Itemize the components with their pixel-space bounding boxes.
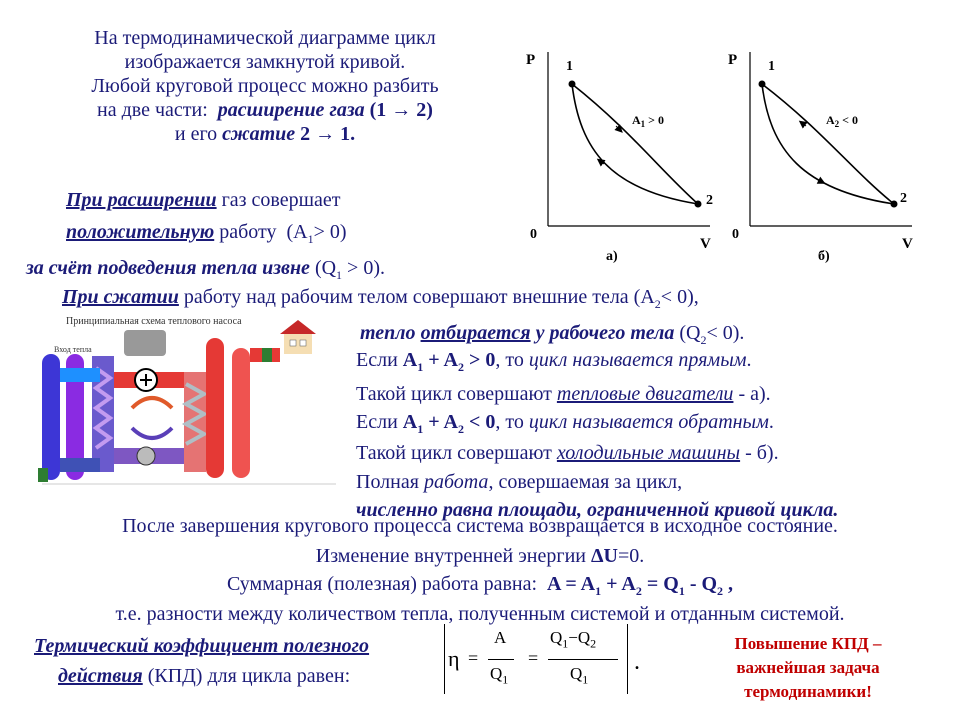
origin-label: 0 [530, 227, 537, 242]
rule-refrigerators: Такой цикл совершают холодильные машины - б). [356, 442, 779, 464]
work-line-1: Полная работа, совершаемая за цикл, [356, 471, 683, 493]
diagram-b [728, 52, 913, 264]
pv-diagrams [520, 40, 940, 270]
intro-line-1: На термодинамической диаграмме цикл [94, 27, 436, 49]
after-line-2: Изменение внутренней энергии ΔU=0. [315, 545, 645, 567]
v-label: V [700, 236, 711, 252]
formula-dot: . [634, 649, 640, 675]
note-line-1: Повышение КПД – [734, 634, 882, 653]
point-1-label: 1 [768, 59, 775, 74]
efficiency-note [688, 632, 928, 704]
schematic-title: Принципиальная схема теплового насоса [66, 316, 242, 327]
work-label-b: $A_2 < 0$ [826, 113, 859, 129]
eq-2: = [528, 648, 539, 668]
expansion-line-1: При расширении газ совершает [66, 189, 341, 211]
den-1: $Q_1$ [490, 664, 509, 687]
kpd-line-1: Термический коэффициент полезного [34, 635, 370, 657]
note-line-3: термодинамики! [744, 682, 872, 701]
intro-line-4: на две части: расширение газа (1 → 2) [97, 99, 433, 121]
expansion-line-3: за счёт подведения тепла извне $(Q_1 > 0)$. [26, 257, 385, 282]
after-line-1: После завершения кругового процесса система возвращается в исходное состояние. [122, 515, 838, 537]
rule-reverse: Если $A_1 + A_2 < 0$, то цикл называется обратным. [356, 411, 774, 436]
p-label: P [728, 52, 738, 68]
caption-b: б) [818, 249, 830, 264]
after-line-4: т.е. разности между количеством тепла, полученным системой и отданным системой. [115, 603, 845, 625]
work-label-a: $A_1 > 0$ [632, 113, 665, 129]
formula-content [448, 624, 628, 694]
compressor-unit [124, 330, 166, 356]
intro-line-3: Любой круговой процесс можно разбить [91, 75, 439, 97]
note-line-2: важнейшая задача [736, 658, 880, 677]
compression-line-1: При сжатии работу над рабочим телом совершают внешние тела $(A_2< 0)$, [62, 286, 699, 311]
caption-a: а) [606, 249, 618, 264]
after-line-3: Суммарная (полезная) работа равна: $A = A_1 + A_2 = Q_1 - Q_2$ , [226, 573, 734, 598]
house [284, 334, 312, 354]
eq-1: = [468, 648, 479, 668]
intro-line-2: изображается замкнутой кривой. [124, 51, 406, 73]
p-label: P [526, 52, 536, 68]
intro-line-5: и его сжатие 2 → 1. [174, 123, 356, 145]
eta-symbol: η [448, 646, 460, 671]
num-1: A [494, 628, 507, 647]
heat-pump-schematic [36, 308, 346, 498]
v-label: V [902, 236, 913, 252]
state-2-point [891, 201, 898, 208]
den-2: $Q_1$ [570, 664, 589, 687]
rule-direct: Если $A_1 + A_2 > 0$, то цикл называется прямым. [356, 349, 752, 374]
ground-loop-left [42, 354, 60, 480]
num-2: $Q_1-Q_2$ [550, 628, 597, 651]
point-2-label: 2 [900, 191, 907, 206]
point-1-label: 1 [566, 59, 573, 74]
state-2-point [695, 201, 702, 208]
point-2-label: 2 [706, 193, 713, 208]
diagram-a [526, 52, 713, 264]
work-line-2: численно равна площади, ограниченной кривой цикла. [356, 499, 839, 521]
rule-heat-engines: Такой цикл совершают тепловые двигатели - а). [356, 383, 771, 405]
heat-inlet-label: Вход тепла [54, 345, 92, 354]
origin-label: 0 [732, 227, 739, 242]
valve [137, 447, 155, 465]
floor-loop-left [206, 338, 224, 478]
expansion-line-2: положительную работу $(A_1> 0)$ [66, 221, 347, 246]
kpd-line-2: действия (КПД) для цикла равен: [58, 665, 351, 687]
state-1-point [759, 81, 766, 88]
compression-line-2: тепло отбирается у рабочего тела $(Q_2< 0)$. [360, 322, 745, 347]
state-1-point [569, 81, 576, 88]
